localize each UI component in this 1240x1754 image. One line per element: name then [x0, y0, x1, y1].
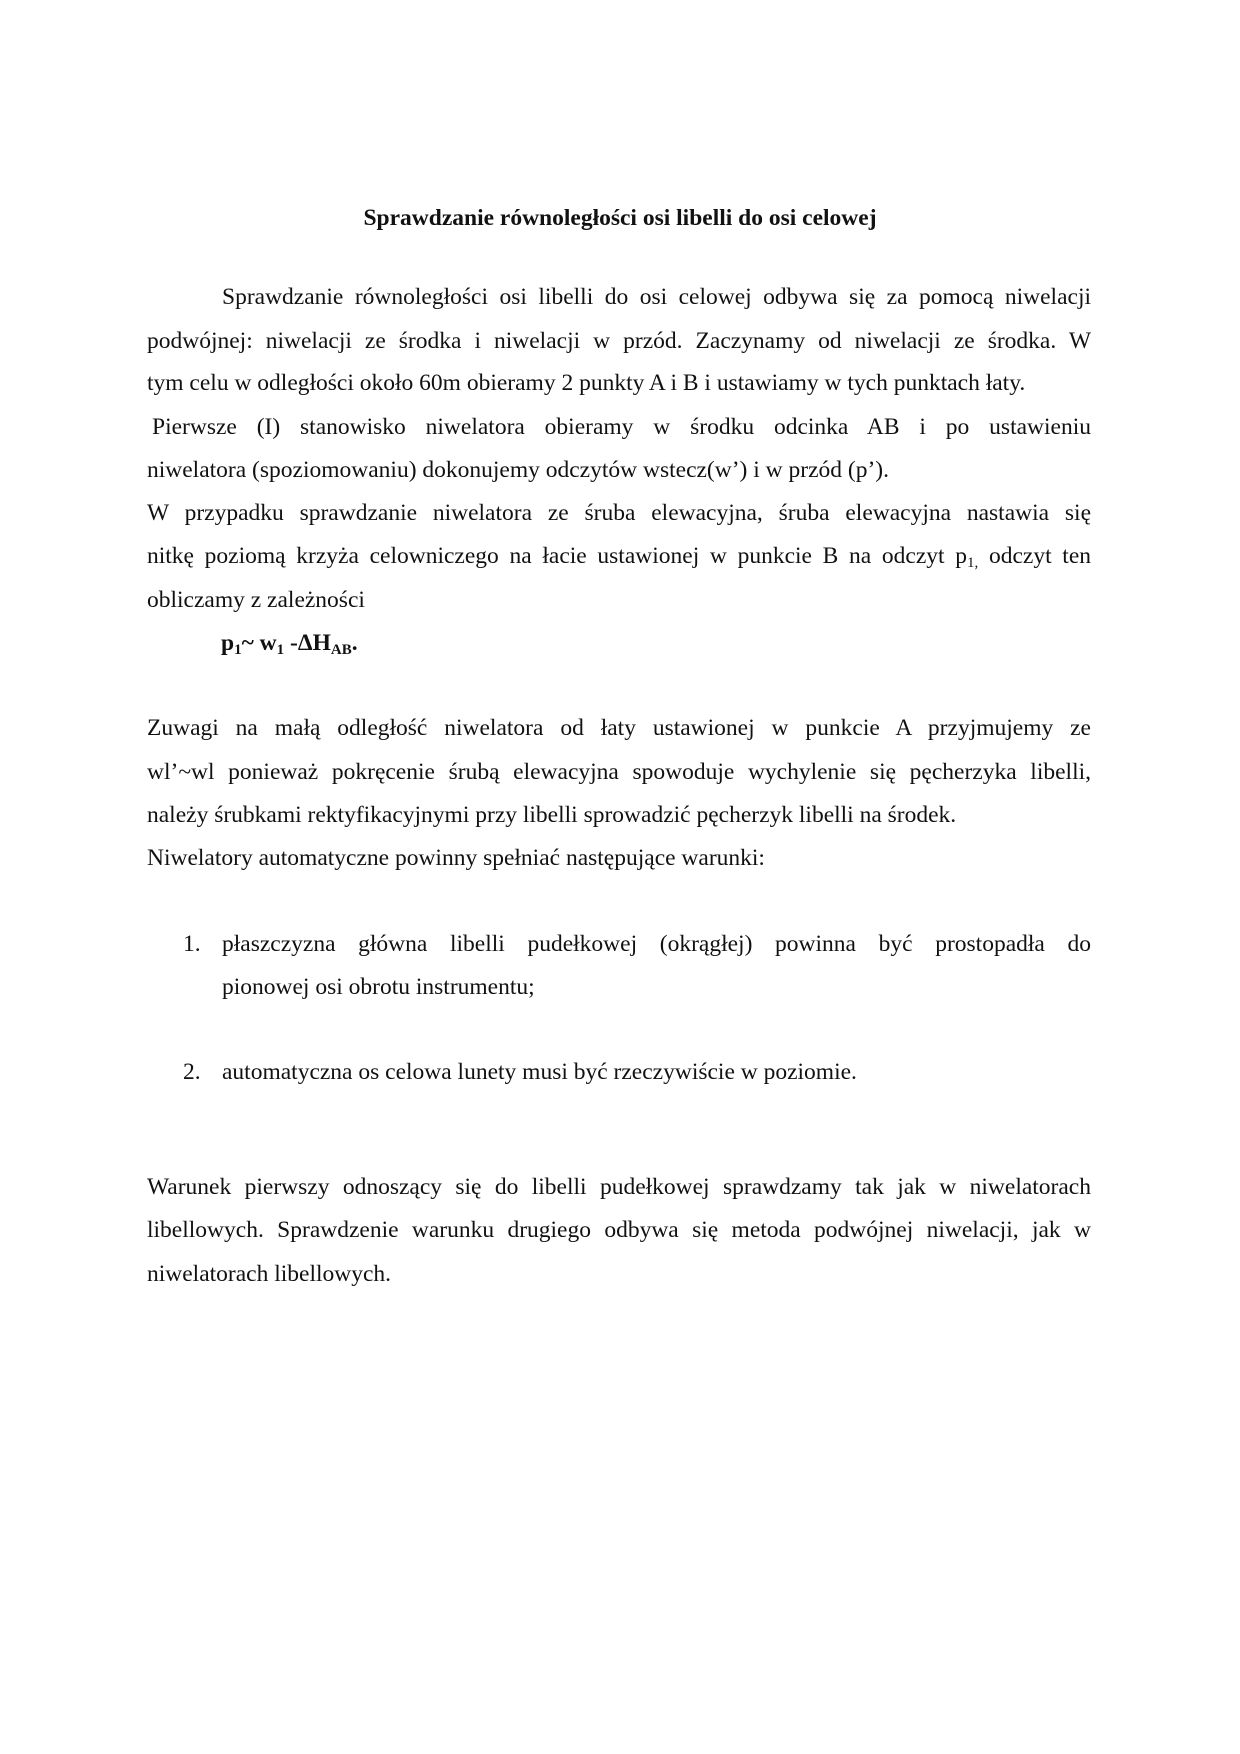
paragraph-line: należy śrubkami rektyfikacyjnymi przy libelli sprowadzić pęcherzyk libelli na środek. [147, 802, 957, 828]
formula-part: -ΔH [284, 630, 331, 656]
paragraph-line: Sprawdzanie równoległości osi libelli do osi celowej odbywa się za pomocą niwelacji [222, 284, 1091, 310]
line-text: odczyt ten [988, 543, 1091, 569]
formula-sub: AB [330, 642, 352, 658]
line-text: nitkę poziomą krzyża celowniczego na łacie ustawionej w punkcie B na odczyt p [147, 543, 967, 569]
paragraph-line: Pierwsze (I) stanowisko niwelatora obieramy w środku odcinka AB i po ustawieniu [152, 414, 1091, 440]
formula-sub: 1 [276, 642, 285, 658]
formula-part: . [351, 630, 358, 656]
list-item-line: automatyczna os celowa lunety musi być rzeczywiście w poziomie. [222, 1059, 857, 1085]
paragraph-line: W przypadku sprawdzanie niwelatora ze śruba elewacyjna, śruba elewacyjna nastawia się [147, 500, 1091, 526]
list-item-line: pionowej osi obrotu instrumentu; [222, 974, 535, 1000]
paragraph-line: niwelatora (spoziomowaniu) dokonujemy odczytów wstecz(w’) i w przód (p’). [147, 457, 889, 483]
paragraph-line: Warunek pierwszy odnoszący się do libelli pudełkowej sprawdzamy tak jak w niwelatorach [147, 1174, 1091, 1200]
paragraph-line: Zuwagi na małą odległość niwelatora od łaty ustawionej w punkcie A przyjmujemy ze [147, 715, 1091, 741]
list-item-line: płaszczyzna główna libelli pudełkowej (okrągłej) powinna być prostopadła do [222, 931, 1091, 957]
formula [221, 630, 358, 657]
paragraph-line: wl’~wl ponieważ pokręcenie śrubą elewacyjna spowoduje wychylenie się pęcherzyka libelli, [147, 759, 1091, 785]
list-number: 1. [183, 931, 201, 957]
paragraph-line: podwójnej: niwelacji ze środka i niwelacji w przód. Zaczynamy od niwelacji ze środka. W [147, 328, 1091, 354]
paragraph-line: tym celu w odległości około 60m obieramy 2 punkty A i B i ustawiamy w tych punktach łaty. [147, 370, 1026, 396]
paragraph-line: niwelatorach libellowych. [147, 1261, 392, 1287]
list-number: 2. [183, 1059, 201, 1085]
paragraph-line [147, 543, 1091, 569]
paragraph-line: libellowych. Sprawdzenie warunku drugiego odbywa się metoda podwójnej niwelacji, jak w [147, 1217, 1091, 1243]
paragraph-line: obliczamy z zależności [147, 587, 365, 613]
formula-part: ~ w [241, 630, 277, 656]
document-title: Sprawdzanie równoległości osi libelli do osi celowej [363, 205, 877, 231]
formula-part: p [221, 630, 235, 656]
formula-sub: 1 [234, 642, 242, 658]
subscript: 1, [967, 555, 979, 571]
paragraph-line: Niwelatory automatyczne powinny spełniać następujące warunki: [147, 845, 765, 871]
